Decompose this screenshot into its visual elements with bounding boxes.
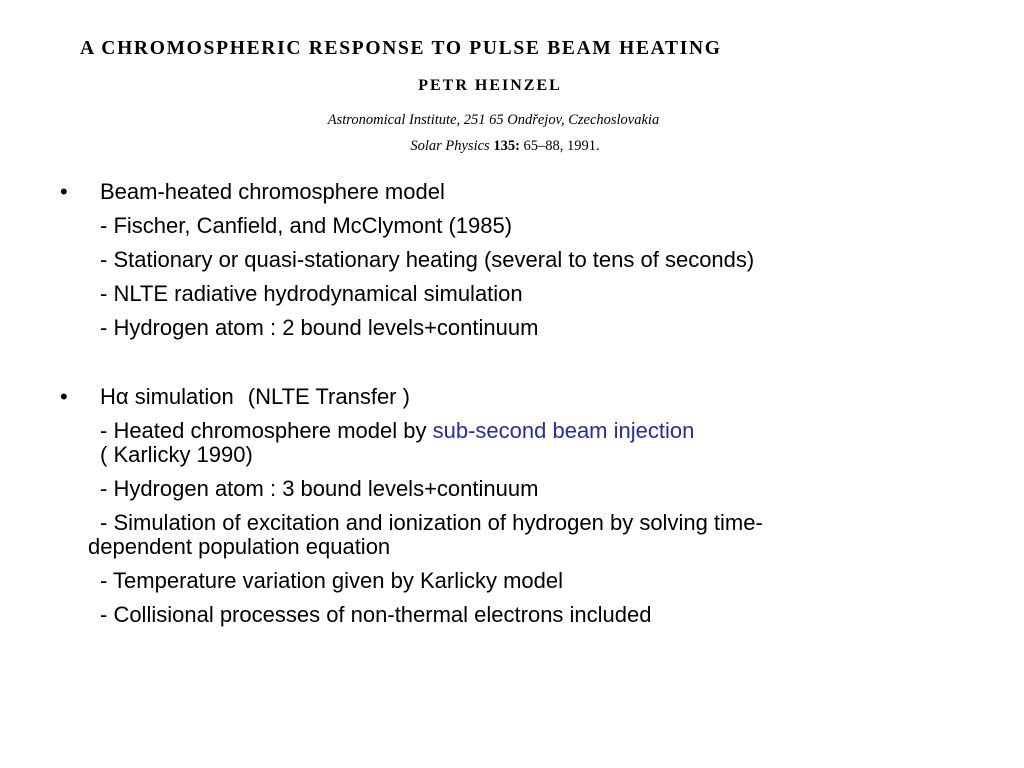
bullet-heading [0,180,1024,214]
bullet-heading [0,385,1024,419]
list-item [0,419,960,467]
bullet-halpha-simulation [0,385,1024,627]
list-item-text: - Heated chromosphere model by [100,418,433,443]
journal-volume: 135: [493,138,520,154]
list-item-citation: ( Karlicky 1990) [100,442,253,467]
list-item: - NLTE radiative hydrodynamical simulation [100,281,523,306]
journal-name: Solar Physics [410,138,490,154]
list-item: - Temperature variation given by Karlicky model [100,568,564,593]
bullet-beam-model [0,180,1024,340]
paper-title: A CHROMOSPHERIC RESPONSE TO PULSE BEAM HEATING [80,38,722,59]
highlighted-phrase: sub-second beam injection [432,418,695,443]
list-item-text: - Simulation of excitation and ionization of hydrogen by solving time- [100,510,763,535]
bullet-dot-icon: • [60,179,68,204]
journal-pages: 65–88, 1991. [523,138,600,154]
list-item [0,511,970,559]
bullet-dot-icon: • [60,384,68,409]
bullet-heading-text: Beam-heated chromosphere model [100,179,445,204]
list-item: - Collisional processes of non-thermal electrons included [100,602,652,627]
paper-author: PETR HEINZEL [418,77,562,94]
list-item: - Fischer, Canfield, and McClymont (1985) [100,213,513,238]
section-gap [0,350,1024,385]
slide-content [0,180,1024,637]
paper-journal [0,138,1010,155]
list-item: - Stationary or quasi-stationary heating (several to tens of seconds) [100,247,755,272]
list-item: - Hydrogen atom : 2 bound levels+continuum [100,315,539,340]
bullet-heading-text: Hα simulation [100,384,234,409]
list-item: - Hydrogen atom : 3 bound levels+continuum [100,476,539,501]
bullet-heading-note: (NLTE Transfer ) [247,384,410,409]
paper-affiliation: Astronomical Institute, 251 65 Ondřejov, Czechoslovakia [327,112,660,128]
list-item-text-continued: dependent population equation [88,534,391,559]
